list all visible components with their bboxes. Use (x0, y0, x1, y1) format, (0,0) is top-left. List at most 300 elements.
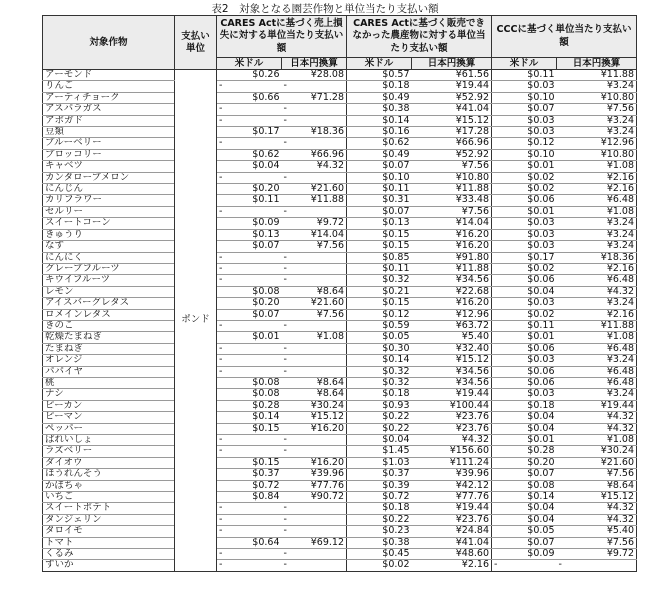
usd-value: - (217, 435, 282, 446)
usd-value: - (217, 252, 282, 263)
jpy-value: ¥16.20 (412, 298, 492, 309)
usd-value: $0.04 (217, 161, 282, 172)
jpy-value: ¥41.04 (412, 537, 492, 548)
crop-name: カンタロープメロン (43, 172, 175, 183)
table-row (43, 469, 637, 480)
jpy-value: ¥3.24 (557, 298, 637, 309)
jpy-value: ¥8.64 (282, 377, 347, 388)
jpy-value: ¥7.56 (412, 161, 492, 172)
usd-value: $0.12 (492, 138, 557, 149)
crop-name: スイートポテト (43, 503, 175, 514)
jpy-value: ¥7.56 (557, 104, 637, 115)
usd-value: - (492, 560, 557, 571)
crop-name: アスパラガス (43, 104, 175, 115)
jpy-value: - (282, 275, 347, 286)
usd-value: $0.14 (492, 492, 557, 503)
jpy-value: ¥1.08 (557, 206, 637, 217)
jpy-value: ¥14.04 (412, 218, 492, 229)
table-row (43, 104, 637, 115)
crop-name: セルリー (43, 206, 175, 217)
usd-value: - (217, 366, 282, 377)
header-crop: 対象作物 (43, 16, 175, 70)
usd-value: - (217, 104, 282, 115)
usd-value: $0.11 (347, 263, 412, 274)
jpy-value: - (282, 435, 347, 446)
jpy-value: ¥22.68 (412, 286, 492, 297)
crop-name: パパイヤ (43, 366, 175, 377)
usd-value: $0.26 (217, 70, 282, 81)
usd-value: $0.06 (492, 275, 557, 286)
usd-value: $0.01 (492, 161, 557, 172)
usd-value: - (217, 503, 282, 514)
table-row (43, 286, 637, 297)
usd-value: $0.03 (492, 229, 557, 240)
jpy-value: ¥15.12 (282, 412, 347, 423)
jpy-value: ¥2.16 (557, 172, 637, 183)
table-row (43, 218, 637, 229)
usd-value: $0.20 (217, 298, 282, 309)
jpy-value: ¥39.96 (412, 469, 492, 480)
usd-value: $0.08 (217, 389, 282, 400)
usd-value: $0.38 (347, 104, 412, 115)
usd-value: $0.05 (492, 526, 557, 537)
usd-value: $0.06 (492, 195, 557, 206)
table-row (43, 366, 637, 377)
jpy-value: ¥21.60 (557, 457, 637, 468)
usd-value: $0.04 (492, 514, 557, 525)
usd-value: $0.85 (347, 252, 412, 263)
usd-value: $0.18 (347, 389, 412, 400)
table-row (43, 389, 637, 400)
usd-value: $0.15 (347, 229, 412, 240)
jpy-value: ¥5.40 (412, 332, 492, 343)
jpy-value: ¥52.92 (412, 92, 492, 103)
usd-value: $0.01 (217, 332, 282, 343)
table-row (43, 435, 637, 446)
table-row (43, 127, 637, 138)
usd-value: $0.01 (492, 435, 557, 446)
table-row (43, 81, 637, 92)
crop-name: アーモンド (43, 70, 175, 81)
jpy-value: ¥3.24 (557, 241, 637, 252)
table-row (43, 70, 637, 81)
jpy-value: ¥2.16 (557, 309, 637, 320)
jpy-value: ¥10.80 (412, 172, 492, 183)
usd-value: $0.57 (347, 70, 412, 81)
header-group-cares-loss: CARES Actに基づく売上損失に対する単位当たり支払い額 (217, 16, 347, 58)
usd-value: $0.11 (492, 320, 557, 331)
jpy-value: ¥6.48 (557, 377, 637, 388)
crop-name: ブロッコリー (43, 149, 175, 160)
usd-value: $0.32 (347, 275, 412, 286)
usd-value: $0.38 (347, 537, 412, 548)
jpy-value: ¥4.32 (557, 412, 637, 423)
table-row (43, 263, 637, 274)
usd-value: $0.07 (217, 241, 282, 252)
usd-value: $0.04 (492, 423, 557, 434)
table-row (43, 514, 637, 525)
usd-value: $0.84 (217, 492, 282, 503)
jpy-value: ¥4.32 (412, 435, 492, 446)
crop-name: キャベツ (43, 161, 175, 172)
usd-value: $0.03 (492, 127, 557, 138)
jpy-value: ¥3.24 (557, 389, 637, 400)
jpy-value: ¥33.48 (412, 195, 492, 206)
jpy-value: ¥8.64 (282, 286, 347, 297)
jpy-value: ¥66.96 (282, 149, 347, 160)
usd-value: $0.05 (347, 332, 412, 343)
jpy-value: - (282, 172, 347, 183)
jpy-value: ¥12.96 (412, 309, 492, 320)
jpy-value: ¥4.32 (557, 286, 637, 297)
crop-name: にんじん (43, 184, 175, 195)
table-row (43, 377, 637, 388)
table-row (43, 309, 637, 320)
usd-value: $0.02 (492, 263, 557, 274)
usd-value: $0.11 (217, 195, 282, 206)
usd-value: $0.18 (347, 503, 412, 514)
jpy-value: ¥48.60 (412, 549, 492, 560)
jpy-value: ¥10.80 (557, 149, 637, 160)
jpy-value: ¥11.88 (557, 320, 637, 331)
jpy-value: ¥17.28 (412, 127, 492, 138)
jpy-value: - (282, 115, 347, 126)
jpy-value: ¥90.72 (282, 492, 347, 503)
table-row (43, 332, 637, 343)
header-unit: 支払い単位 (175, 16, 217, 70)
usd-value: $0.17 (217, 127, 282, 138)
table-row (43, 206, 637, 217)
table-row (43, 275, 637, 286)
jpy-value: ¥9.72 (557, 549, 637, 560)
usd-value: $0.39 (347, 480, 412, 491)
jpy-value: - (557, 560, 637, 571)
header-usd: 米ドル (492, 58, 557, 70)
crop-name: すいか (43, 560, 175, 571)
jpy-value: ¥63.72 (412, 320, 492, 331)
jpy-value: ¥3.24 (557, 115, 637, 126)
crop-name: ブルーベリー (43, 138, 175, 149)
usd-value: $0.09 (492, 549, 557, 560)
usd-value: $0.30 (347, 343, 412, 354)
jpy-value: ¥100.44 (412, 400, 492, 411)
header-jpy: 日本円換算 (557, 58, 637, 70)
jpy-value: ¥15.12 (412, 115, 492, 126)
jpy-value: ¥23.76 (412, 412, 492, 423)
usd-value: $0.02 (492, 172, 557, 183)
usd-value: $0.04 (492, 503, 557, 514)
jpy-value: ¥3.24 (557, 218, 637, 229)
crop-name: グレープフルーツ (43, 263, 175, 274)
table-row (43, 320, 637, 331)
usd-value: $0.62 (217, 149, 282, 160)
jpy-value: ¥3.24 (557, 355, 637, 366)
crop-name: スイートコーン (43, 218, 175, 229)
usd-value: $0.07 (347, 206, 412, 217)
jpy-value: ¥41.04 (412, 104, 492, 115)
crop-name: きのこ (43, 320, 175, 331)
usd-value: $0.14 (217, 412, 282, 423)
usd-value: $0.07 (492, 469, 557, 480)
table-row (43, 115, 637, 126)
usd-value: $0.32 (347, 366, 412, 377)
table-row (43, 343, 637, 354)
crop-name: オレンジ (43, 355, 175, 366)
jpy-value: ¥2.16 (557, 263, 637, 274)
jpy-value: ¥6.48 (557, 343, 637, 354)
jpy-value: ¥52.92 (412, 149, 492, 160)
jpy-value: ¥3.24 (557, 229, 637, 240)
usd-value: - (217, 81, 282, 92)
usd-value: $0.08 (217, 377, 282, 388)
jpy-value: ¥4.32 (557, 423, 637, 434)
jpy-value: - (282, 355, 347, 366)
usd-value: $0.11 (492, 70, 557, 81)
usd-value: $0.17 (492, 252, 557, 263)
usd-value: $0.20 (492, 457, 557, 468)
jpy-value: ¥3.24 (557, 127, 637, 138)
jpy-value: ¥8.64 (557, 480, 637, 491)
usd-value: $0.03 (492, 115, 557, 126)
usd-value: $0.08 (492, 480, 557, 491)
jpy-value: ¥6.48 (557, 366, 637, 377)
table-row (43, 138, 637, 149)
usd-value: $0.22 (347, 514, 412, 525)
usd-value: $0.07 (492, 537, 557, 548)
jpy-value: - (282, 252, 347, 263)
jpy-value: ¥15.12 (412, 355, 492, 366)
crop-name: タロイモ (43, 526, 175, 537)
usd-value: $0.04 (347, 435, 412, 446)
jpy-value: ¥5.40 (557, 526, 637, 537)
usd-value: $1.03 (347, 457, 412, 468)
jpy-value: ¥1.08 (557, 332, 637, 343)
jpy-value: - (282, 320, 347, 331)
jpy-value: ¥2.16 (412, 560, 492, 571)
jpy-value: ¥156.60 (412, 446, 492, 457)
usd-value: $0.04 (492, 412, 557, 423)
usd-value: - (217, 549, 282, 560)
header-usd: 米ドル (217, 58, 282, 70)
table-row (43, 480, 637, 491)
crop-name: カリフラワー (43, 195, 175, 206)
usd-value: - (217, 275, 282, 286)
usd-value: $0.03 (492, 241, 557, 252)
table-row (43, 549, 637, 560)
usd-value: $0.03 (492, 389, 557, 400)
jpy-value: ¥39.96 (282, 469, 347, 480)
jpy-value: ¥34.56 (412, 377, 492, 388)
jpy-value: ¥1.08 (557, 435, 637, 446)
usd-value: $0.02 (492, 309, 557, 320)
jpy-value: ¥32.40 (412, 343, 492, 354)
jpy-value: ¥30.24 (557, 446, 637, 457)
usd-value: - (217, 206, 282, 217)
crop-name: りんご (43, 81, 175, 92)
usd-value: - (217, 526, 282, 537)
crop-name: なす (43, 241, 175, 252)
jpy-value: ¥11.88 (282, 195, 347, 206)
header-usd: 米ドル (347, 58, 412, 70)
usd-value: $0.49 (347, 92, 412, 103)
usd-value: $0.31 (347, 195, 412, 206)
jpy-value: ¥7.56 (557, 469, 637, 480)
jpy-value: ¥71.28 (282, 92, 347, 103)
jpy-value: - (282, 560, 347, 571)
jpy-value: ¥16.20 (412, 229, 492, 240)
table-row (43, 149, 637, 160)
usd-value: $0.02 (492, 184, 557, 195)
usd-value: $0.10 (492, 149, 557, 160)
table-row (43, 400, 637, 411)
crop-name: トマト (43, 537, 175, 548)
jpy-value: - (282, 81, 347, 92)
usd-value: $0.20 (217, 184, 282, 195)
jpy-value: - (282, 446, 347, 457)
table-row (43, 446, 637, 457)
jpy-value: ¥11.88 (412, 263, 492, 274)
header-jpy: 日本円換算 (412, 58, 492, 70)
crop-name: ピーマン (43, 412, 175, 423)
crop-name: ナシ (43, 389, 175, 400)
usd-value: - (217, 172, 282, 183)
jpy-value: ¥1.08 (282, 332, 347, 343)
table-row (43, 457, 637, 468)
usd-value: $0.45 (347, 549, 412, 560)
usd-value: $0.13 (347, 218, 412, 229)
jpy-value: ¥18.36 (557, 252, 637, 263)
jpy-value: ¥1.08 (557, 161, 637, 172)
usd-value: $1.45 (347, 446, 412, 457)
jpy-value: ¥9.72 (282, 218, 347, 229)
jpy-value: - (282, 526, 347, 537)
jpy-value: - (282, 549, 347, 560)
header-group-cares-unsold: CARES Actに基づく販売できなかった農産物に対する単位当たり支払い額 (347, 16, 492, 58)
jpy-value: ¥28.08 (282, 70, 347, 81)
jpy-value: ¥34.56 (412, 275, 492, 286)
usd-value: - (217, 355, 282, 366)
jpy-value: ¥69.12 (282, 537, 347, 548)
crop-name: ラズベリー (43, 446, 175, 457)
table-row (43, 161, 637, 172)
usd-value: $0.13 (217, 229, 282, 240)
table-row (43, 560, 637, 571)
jpy-value: ¥14.04 (282, 229, 347, 240)
jpy-value: ¥6.48 (557, 275, 637, 286)
jpy-value: ¥30.24 (282, 400, 347, 411)
usd-value: $0.03 (492, 355, 557, 366)
jpy-value: ¥24.84 (412, 526, 492, 537)
usd-value: $0.49 (347, 149, 412, 160)
usd-value: $0.72 (217, 480, 282, 491)
table-row (43, 355, 637, 366)
jpy-value: ¥10.80 (557, 92, 637, 103)
jpy-value: ¥19.44 (412, 503, 492, 514)
usd-value: $0.03 (492, 298, 557, 309)
usd-value: $0.15 (347, 241, 412, 252)
crop-name: ピーカン (43, 400, 175, 411)
crop-name: アーティチョーク (43, 92, 175, 103)
jpy-value: ¥4.32 (557, 503, 637, 514)
usd-value: $0.37 (347, 469, 412, 480)
jpy-value: ¥23.76 (412, 423, 492, 434)
jpy-value: - (282, 343, 347, 354)
usd-value: - (217, 320, 282, 331)
jpy-value: ¥16.20 (282, 423, 347, 434)
usd-value: - (217, 263, 282, 274)
usd-value: $0.01 (492, 332, 557, 343)
crop-name: ダイオウ (43, 457, 175, 468)
usd-value: - (217, 514, 282, 525)
jpy-value: ¥7.56 (282, 241, 347, 252)
jpy-value: ¥7.56 (557, 537, 637, 548)
usd-value: $0.10 (492, 92, 557, 103)
usd-value: $0.12 (347, 309, 412, 320)
jpy-value: ¥91.80 (412, 252, 492, 263)
jpy-value: ¥34.56 (412, 366, 492, 377)
usd-value: - (217, 343, 282, 354)
usd-value: $0.06 (492, 343, 557, 354)
usd-value: $0.07 (217, 309, 282, 320)
jpy-value: ¥3.24 (557, 81, 637, 92)
usd-value: $0.07 (347, 161, 412, 172)
crop-name: 乾燥たまねぎ (43, 332, 175, 343)
crop-name: 豆類 (43, 127, 175, 138)
table-caption: 表2 対象となる園芸作物と単位当たり支払い額 (211, 3, 439, 15)
table-row (43, 298, 637, 309)
table-row (43, 503, 637, 514)
jpy-value: ¥6.48 (557, 195, 637, 206)
usd-value: $0.03 (492, 218, 557, 229)
table-row (43, 423, 637, 434)
jpy-value: - (282, 263, 347, 274)
usd-value: $0.32 (347, 377, 412, 388)
jpy-value: ¥42.12 (412, 480, 492, 491)
jpy-value: - (282, 514, 347, 525)
jpy-value: ¥12.96 (557, 138, 637, 149)
jpy-value: ¥4.32 (282, 161, 347, 172)
jpy-value: ¥18.36 (282, 127, 347, 138)
crop-name: レモン (43, 286, 175, 297)
jpy-value: ¥21.60 (282, 298, 347, 309)
usd-value: $0.28 (492, 446, 557, 457)
usd-value: $0.07 (492, 104, 557, 115)
usd-value: $0.59 (347, 320, 412, 331)
jpy-value: ¥11.88 (557, 70, 637, 81)
usd-value: $0.64 (217, 537, 282, 548)
header-jpy: 日本円換算 (282, 58, 347, 70)
crop-name: くるみ (43, 549, 175, 560)
usd-value: $0.01 (492, 206, 557, 217)
unit-cell: ポンド (175, 70, 217, 572)
crop-name: かぼちゃ (43, 480, 175, 491)
usd-value: $0.22 (347, 412, 412, 423)
usd-value: $0.14 (347, 355, 412, 366)
usd-value: $0.18 (347, 81, 412, 92)
usd-value: $0.02 (347, 560, 412, 571)
crop-name: にんにく (43, 252, 175, 263)
jpy-value: ¥21.60 (282, 184, 347, 195)
usd-value: $0.06 (492, 366, 557, 377)
crop-name: アイスバーグレタス (43, 298, 175, 309)
crop-name: きゅうり (43, 229, 175, 240)
jpy-value: ¥23.76 (412, 514, 492, 525)
jpy-value: ¥111.24 (412, 457, 492, 468)
usd-value: $0.10 (347, 172, 412, 183)
usd-value: $0.66 (217, 92, 282, 103)
jpy-value: ¥8.64 (282, 389, 347, 400)
table-row (43, 526, 637, 537)
